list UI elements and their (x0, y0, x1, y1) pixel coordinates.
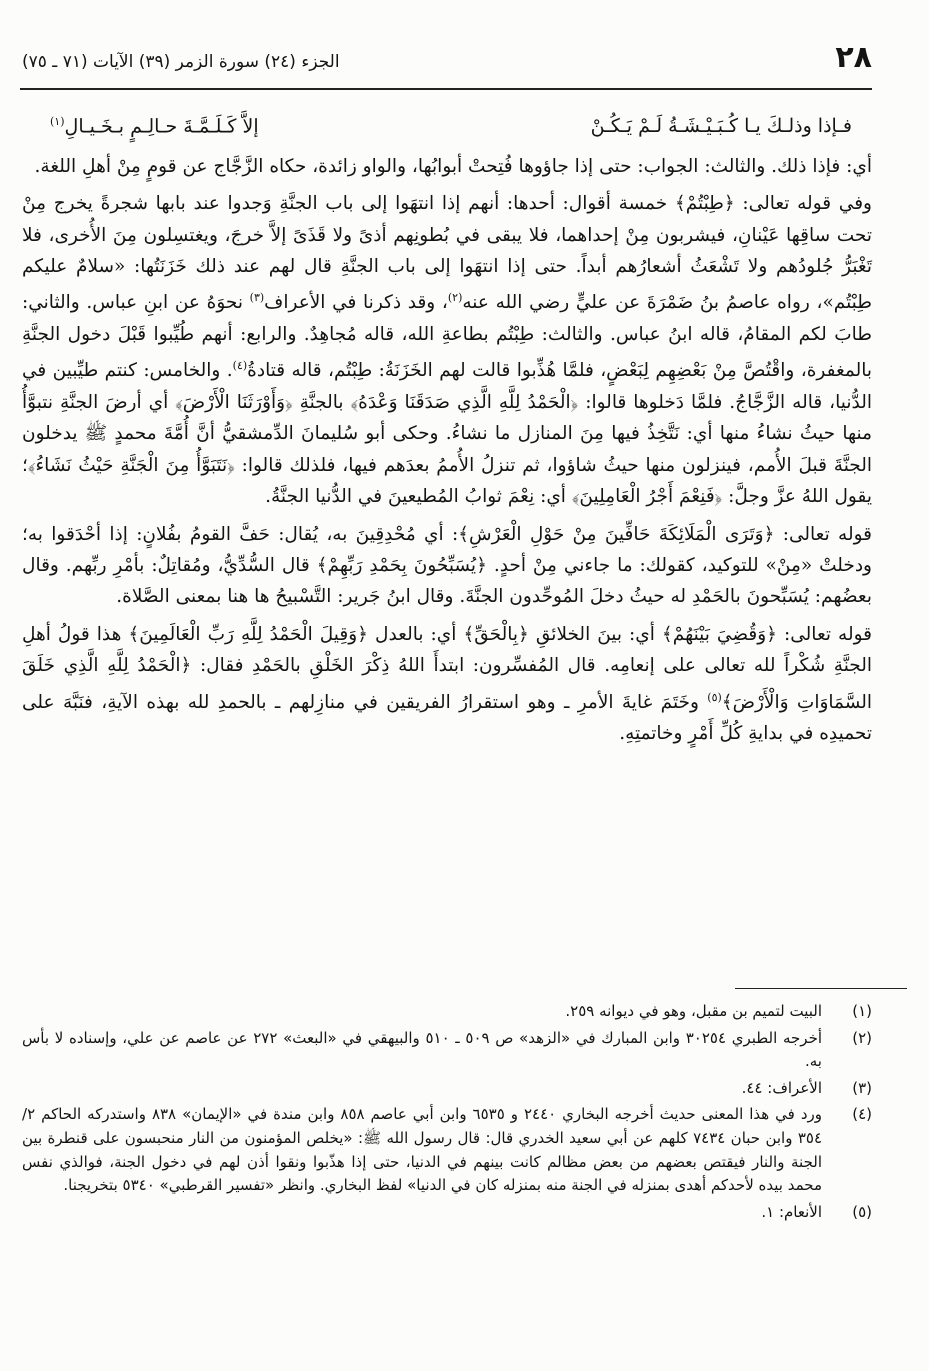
footnote-ref-3: (٣) (249, 291, 265, 305)
paragraph-2-part-d: . والخامس: كنتم طيِّبين في الدُّنيا، قاله الزَّجَّاجُ. فلمَّا دَخلوها قالوا: ﴿الْحَمْدُ لِلَّهِ الَّذِي صَدَقَنَا وَعْدَهُ﴾ بالجنَّةِ ﴿وَأَوْرَثَنَا الْأَرْضَ﴾ أي أرضَ الجنَّةِ نتبوَّأُ منها حيثُ نشاءُ منها أي: نَتَّخِذُ فيها مِنَ المنازل ما نشاءُ. وحكى أبو سُليمانَ الدِّمشقيُّ أنَّ أُمَّةَ محمدٍ ﷺ يدخلون الجنَّةَ قبلَ الأُمم، فينزلون منها حيثُ شاؤوا، ثم تنزلُ الأُممُ بعدَهم فيها، فلذلك قالوا: ﴿نَتَبَوَّأُ مِنَ الْجَنَّةِ حَيْثُ نَشَاءُ﴾؛ يقول اللهُ عزَّ وجلَّ: ﴿فَنِعْمَ أَجْرُ الْعَامِلِينَ﴾ أي: نِعْمَ ثوابُ المُطيعينَ في الدُّنيا الجنَّةُ. (22, 360, 872, 508)
footnote-text: البيت لتميم بن مقبل، وهو في ديوانه ٢٥٩. (565, 1002, 822, 1020)
footnote-number: (٥) (852, 1202, 872, 1221)
header-divider (20, 88, 872, 90)
footnote-number: (٢) (852, 1028, 872, 1047)
page-header (22, 40, 872, 90)
footnote-1 (22, 1000, 872, 1024)
verse-second-text: إلاَّ كَـلَـمَّـةَ حـالِـمٍ بـخَـيـالِ (64, 115, 259, 138)
footnote-3 (22, 1077, 872, 1101)
footnote-4 (22, 1103, 872, 1197)
verse-second-hemistich (50, 106, 259, 143)
paragraph-2-part-a: وفي قوله تعالى: ﴿طِبْتُمْ﴾ خمسة أقوال: أحدها: أنهم إذا انتهَوا إلى باب الجنَّةِ وَجدوا عند بابها شجرةً يخرج مِنْ تحت ساقِها عَيْنانِ، فيشربون مِنْ إحداهما، فلا يبقى في بُطونِهم أذىً ولا قَذَىً إلاَّ خرجَ، ويغتسِلون مِنَ الأُخرى، فلا تَغْبَرُّ جُلودُهم ولا تَشْعَثُ أشعارُهم أبداً. حتى إذا انتهَوا إلى باب الجنَّةِ قال لهم عند ذلك خَزَنَتُها: «سلامٌ عليكم طِبْتُم»، رواه عاصمُ بنُ ضَمْرَةَ عن عليٍّ رضي الله عنه (22, 193, 872, 314)
paragraph-2-part-c: نحوَهُ عن ابنِ عباس. والثاني: طابَ لكم المقامُ، قاله ابنُ عباس. والثالث: طِبْتُم بطاعةِ الله، قاله مُجاهِدٌ. والرابع: أنهم طُيِّبوا قَبْلَ دخول الجنَّةِ بالمغفرة، واقْتُصَّ مِنْ بَعْضِهِم لِبَعْضٍ، فلمَّا هُذِّبوا قالت لهم الخَزَنَةُ: طِبْتُم، قاله قتادةُ (22, 292, 873, 382)
paragraph-2 (22, 188, 872, 512)
verse-first-hemistich: فـإذا وذلـكَ يـا كُـبَـيْـشَـةُ لَـمْ يَـكُـنْ (590, 115, 852, 138)
page-number: ٢٨ (835, 40, 872, 75)
footnote-number: (٤) (852, 1105, 872, 1124)
running-head: الجزء (٢٤) سورة الزمر (٣٩) الآيات (٧١ ـ ٧٥) (22, 52, 340, 72)
paragraph-4-part-a: قوله تعالى: ﴿وَقُضِيَ بَيْنَهُمْ﴾ أي: بينَ الخلائقِ ﴿بِالْحَقِّ﴾ أي: بالعدل ﴿وَقِيلَ الْحَمْدُ لِلَّهِ رَبِّ الْعَالَمِينَ﴾ هذا قولُ أهلِ الجنَّةِ شُكْراً لله تعالى على إنعامِه. قال المُفسِّرون: ابتدأَ اللهُ ذِكْرَ الخَلْقِ بالحَمْدِ فقال: ﴿الْحَمْدُ لِلَّهِ الَّذِي خَلَقَ السَّمَاوَاتِ وَالْأَرْضَ﴾ (22, 623, 873, 713)
paragraph-4 (22, 619, 872, 750)
footnotes (22, 1000, 872, 1227)
footnote-5 (22, 1201, 872, 1225)
paragraph-4-part-b: وخَتَمَ غايةَ الأمرِ ـ وهو استقرارُ الفريقين في منازِلهم ـ بالحمدِ لله بهذه الآيةِ، فنَبَّهَ على تحميدِه في بدايةِ كُلِّ أَمْرٍ وخاتمتِهِ. (22, 691, 872, 745)
footnote-text: ورد في هذا المعنى حديث أخرجه البخاري ٢٤٤٠ و ٦٥٣٥ وابن أبي عاصم ٨٥٨ وابن مندة في «الإيمان» ٨٣٨ واستدركه الحاكم ٢/ ٣٥٤ وابن حبان ٧٤٣٤ كلهم عن أبي سعيد الخدري قال: قال رسول الله ﷺ: «يخلص المؤمنون من النار منحبسون على قنطرة بين الجنة والنار فيقتص بعضهم من بعض مظالم كانت بينهم في الدنيا، حتى إذا هذّبوا ونقوا أذن لهم في دخول الجنة، فوالذي نفس محمد بيده لأحدكم أهدى بمنزله في الجنة منه بمنزله كان في الدنيا» لفظ البخاري. وانظر «تفسير القرطبي» ٥٣٤٠ بتخريجنا. (22, 1105, 822, 1195)
main-text (22, 106, 872, 756)
footnote-ref-1: (١) (50, 115, 65, 128)
footnote-ref-2: (٢) (447, 291, 463, 305)
footnote-ref-4: (٤) (232, 359, 248, 373)
poetry-verse (22, 106, 872, 151)
paragraph-1: أي: فإذا ذلك. والثالث: الجواب: حتى إذا جاؤوها فُتِحتْ أبوابُها، والواو زائدة، حكاه الزَّجَّاج عن قومٍ مِنْ أهلِ اللغة. (34, 155, 872, 177)
footnote-ref-5: (٥) (707, 690, 722, 704)
paragraph-3: قوله تعالى: ﴿وَتَرَى الْمَلَائِكَةَ حَافِّينَ مِنْ حَوْلِ الْعَرْشِ﴾: أي مُحْدِقِينَ به، يُقال: حَفَّ القومُ بفُلانٍ: إذا أحْدَقوا به؛ ودخلتْ «مِنْ» للتوكيد، كقولك: ما جاءني مِنْ أحدٍ. ﴿يُسَبِّحُونَ بِحَمْدِ رَبِّهِمْ﴾ قال السُّدِّيُّ، ومُقاتِلٌ: بأمْرِ ربِّهم. وقال بعضُهم: يُسَبِّحونَ بالحَمْدِ له حيثُ دخلَ المُوحِّدون الجنَّةَ. وقال ابنُ جَرير: التَّسْبيحُ ها هنا بمعنى الصَّلاة. (22, 523, 872, 608)
paragraph-2-part-b: ، وقد ذكرنا في الأعراف (264, 292, 448, 314)
footnote-text: الأعراف: ٤٤. (741, 1078, 822, 1097)
footnote-divider (735, 988, 907, 989)
footnote-text: أخرجه الطبري ٣٠٢٥٤ وابن المبارك في «الزهد» ص ٥٠٩ ـ ٥١٠ والبيهقي في «البعث» ٢٧٢ عن عاصم عن علي، وإسناده لا بأس به. (22, 1028, 823, 1071)
footnote-2 (22, 1027, 872, 1074)
footnote-number: (١) (852, 1002, 872, 1020)
footnote-number: (٣) (852, 1078, 872, 1097)
footnote-text: الأنعام: ١. (761, 1202, 822, 1221)
